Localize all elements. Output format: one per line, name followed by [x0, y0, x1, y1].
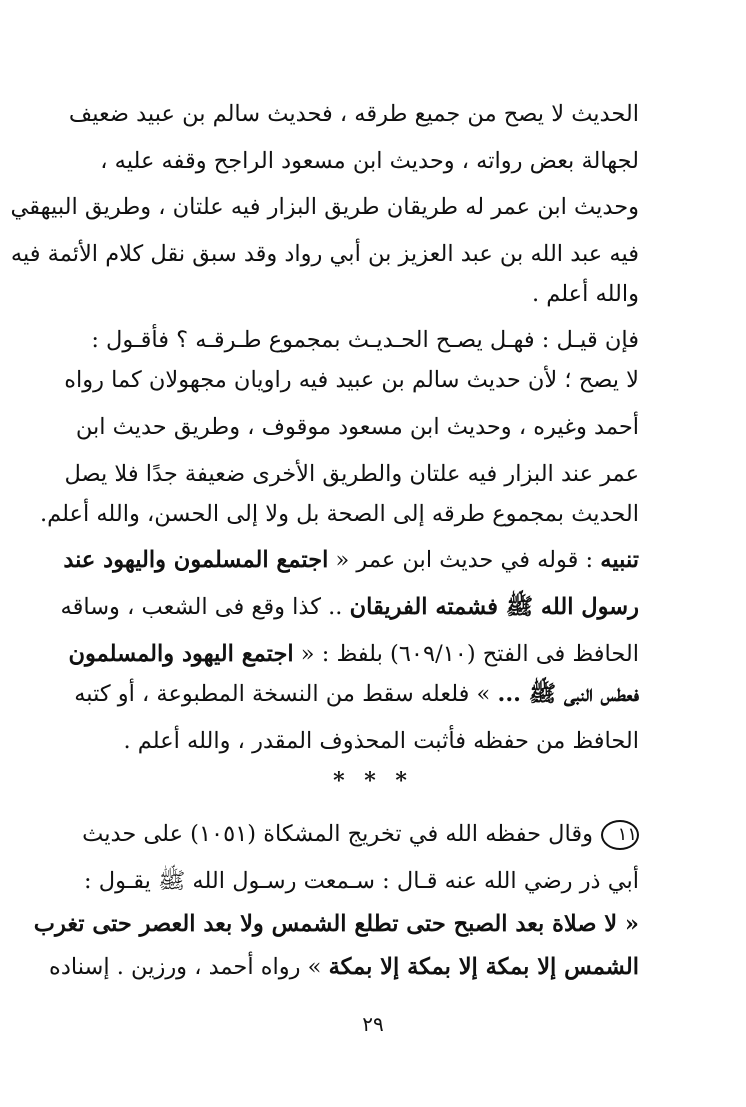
note-line — [63, 538, 639, 582]
text-line: والله أعلم . — [531, 281, 639, 307]
text-line: لجهالة بعض رواته ، وحديث ابن مسعود الراجح وقفه عليه ، — [100, 148, 639, 174]
hadith-quote: اجتمع اليهود والمسلمون — [68, 641, 294, 667]
hadith-quote: الشمس إلا بمكة إلا بمكة إلا بمكة — [328, 954, 639, 980]
note-line — [68, 632, 639, 676]
note-text: الحافظ فى الفتح (٦٠٩/١٠) بلفظ : « — [293, 641, 639, 667]
entry-line — [82, 812, 639, 856]
text-line: لا يصح ؛ لأن حديث سالم بن عبيد فيه راويان مجهولان كما رواه — [64, 367, 639, 393]
entry-line: أبي ذر رضي الله عنه قـال : سـمعت رسـول الله ﷺ يقـول : — [84, 868, 639, 894]
hadith-quote: فعطس النبى ﷺ ... — [497, 681, 639, 707]
note-line — [74, 672, 639, 716]
text-line: فإن قيـل : فهـل يصـح الحـديـث بمجموع طـرقـه ؟ فأقـول : — [91, 327, 639, 353]
text-line: الحديث بمجموع طرقه إلى الصحة بل ولا إلى الحسن، والله أعلم. — [39, 501, 639, 527]
hadith-quote: رسول الله ﷺ فشمته الفريقان — [349, 594, 639, 620]
note-text: : قوله في حديث ابن عمر « — [328, 547, 601, 573]
text-line: وحديث ابن عمر له طريقان طريق البزار فيه علتان ، وطريق البيهقي — [10, 194, 639, 220]
note-text: » فلعله سقط من النسخة المطبوعة ، أو كتبه — [74, 681, 498, 707]
hadith-quote: اجتمع المسلمون واليهود عند — [63, 547, 329, 573]
text-line: الحديث لا يصح من جميع طرقه ، فحديث سالم بن عبيد ضعيف — [68, 101, 639, 127]
page-number: ٢٩ — [362, 1012, 384, 1036]
entry-text: » رواه أحمد ، ورزين . إسناده — [49, 954, 329, 980]
hadith-quote: « لا صلاة بعد الصبح حتى تطلع الشمس ولا بعد العصر حتى تغرب — [33, 911, 639, 937]
entry-line — [33, 902, 639, 946]
entry-number-badge: ١١ — [601, 820, 639, 850]
entry-line — [49, 945, 639, 989]
note-line — [60, 585, 639, 629]
text-line: عمر عند البزار فيه علتان والطريق الأخرى ضعيفة جدًا فلا يصل — [64, 461, 639, 487]
section-separator: * * * — [333, 768, 413, 794]
text-line: أحمد وغيره ، وحديث ابن مسعود موقوف ، وطريق حديث ابن — [75, 414, 639, 440]
note-line: الحافظ من حفظه فأثبت المحذوف المقدر ، والله أعلم . — [123, 728, 639, 754]
text-line: فيه عبد الله بن عبد العزيز بن أبي رواد وقد سبق نقل كلام الأئمة فيه — [10, 241, 639, 267]
note-heading: تنبيه — [600, 547, 639, 573]
note-text: .. كذا وقع فى الشعب ، وساقه — [60, 594, 350, 620]
entry-text: وقال حفظه الله في تخريج المشكاة (١٠٥١) على حديث — [82, 821, 593, 847]
